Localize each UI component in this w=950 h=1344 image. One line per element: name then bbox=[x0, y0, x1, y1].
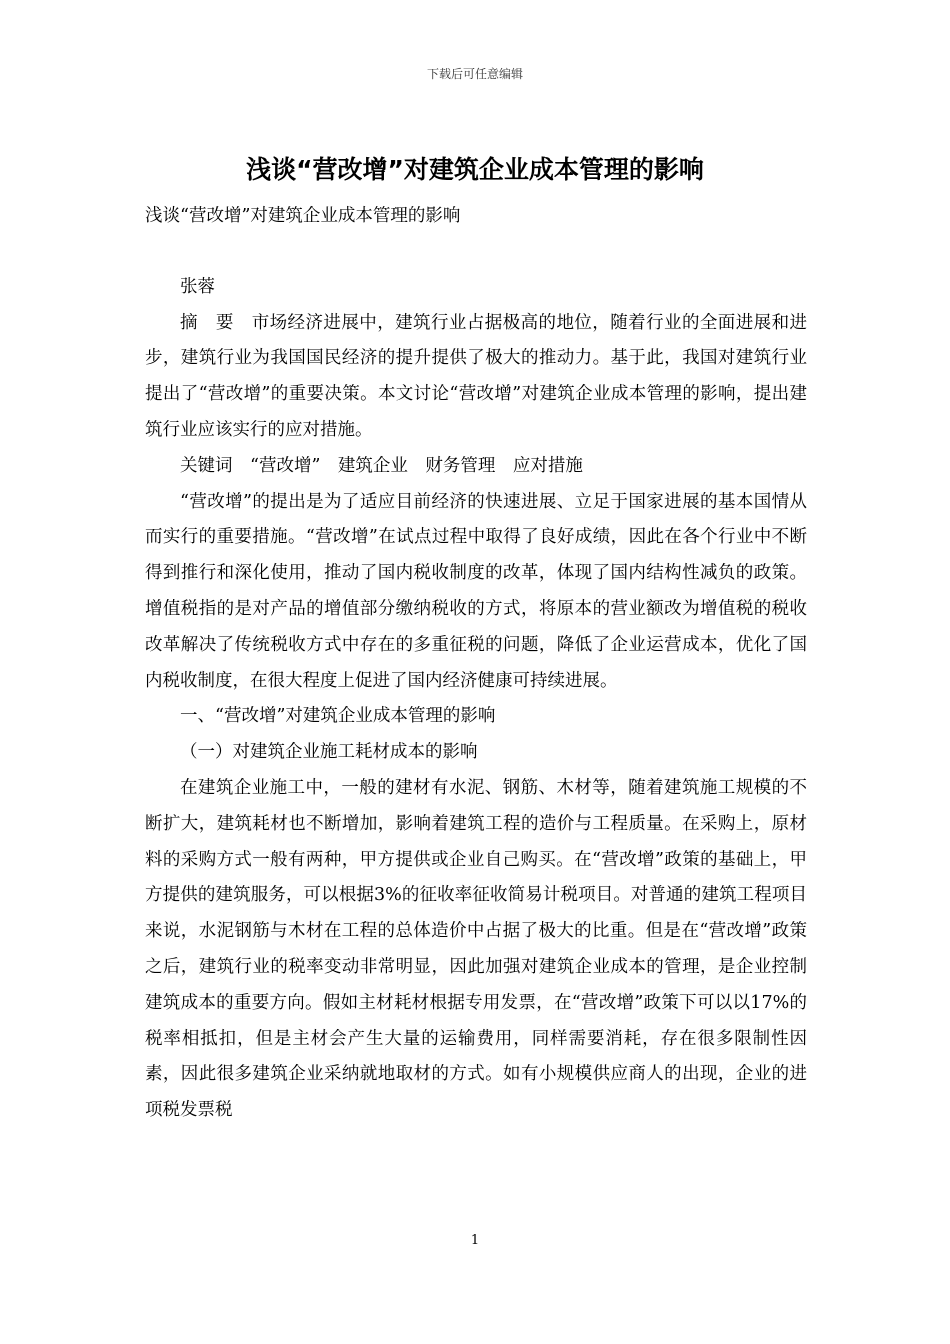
body-paragraph: 在建筑企业施工中，一般的建材有水泥、钢筋、木材等，随着建筑施工规模的不断扩大，建筑耗材也不断增加，影响着建筑工程的造价与工程质量。在采购上，原材料的采购方式一般有两种，甲方提供或企业自己购买。在“营改增”政策的基础上，甲方提供的建筑服务，可以根据3%的征收率征收简易计税项目。对普通的建筑工程项目来说，水泥钢筋与木材在工程的总体造价中占据了极大的比重。但是在“营改增”政策之后，建筑行业的税率变动非常明显，因此加强对建筑企业成本的管理，是企业控制建筑成本的重要方向。假如主材耗材根据专用发票，在“营改增”政策下可以以17%的税率相抵扣，但是主材会产生大量的运输费用，同样需要消耗，存在很多限制性因素，因此很多建筑企业采纳就地取材的方式。如有小规模供应商人的出现，企业的进项税发票税 bbox=[145, 777, 807, 1121]
intro-paragraph: “营改增”的提出是为了适应目前经济的快速进展、立足于国家进展的基本国情从而实行的重要措施。“营改增”在试点过程中取得了良好成绩，因此在各个行业中不断得到推行和深化使用，推动了国内税收制度的改革，体现了国内结构性减负的政策。增值税指的是对产品的增值部分缴纳税收的方式，将原本的营业额改为增值税的税收改革解决了传统税收方式中存在的多重征税的问题，降低了企业运营成本，优化了国内税收制度，在很大程度上促进了国内经济健康可持续进展。 bbox=[145, 491, 807, 691]
document-subtitle: 浅谈“营改增”对建筑企业成本管理的影响 bbox=[145, 206, 461, 226]
blank-line bbox=[145, 235, 807, 270]
document-title: 浅谈“营改增”对建筑企业成本管理的影响 bbox=[246, 155, 704, 184]
section-heading: 一、“营改增”对建筑企业成本管理的影响 bbox=[180, 706, 496, 727]
subsection-heading: （一）对建筑企业施工耗材成本的影响 bbox=[180, 742, 478, 763]
page-header-note: 下载后可任意编辑 bbox=[426, 67, 523, 81]
abstract-paragraph: 摘 要 市场经济进展中，建筑行业占据极高的地位，随着行业的全面进展和进步，建筑行业为我国国民经济的提升提供了极大的推动力。基于此，我国对建筑行业提出了“营改增”的重要决策。本文讨论“营改增”对建筑企业成本管理的影响，提出建筑行业应该实行的应对措施。 bbox=[145, 312, 807, 440]
page-number: 1 bbox=[470, 1233, 480, 1248]
document-body bbox=[145, 199, 807, 1129]
keywords-line: 关键词 “营改增” 建筑企业 财务管理 应对措施 bbox=[180, 455, 583, 476]
author-name: 张蓉 bbox=[180, 276, 215, 297]
